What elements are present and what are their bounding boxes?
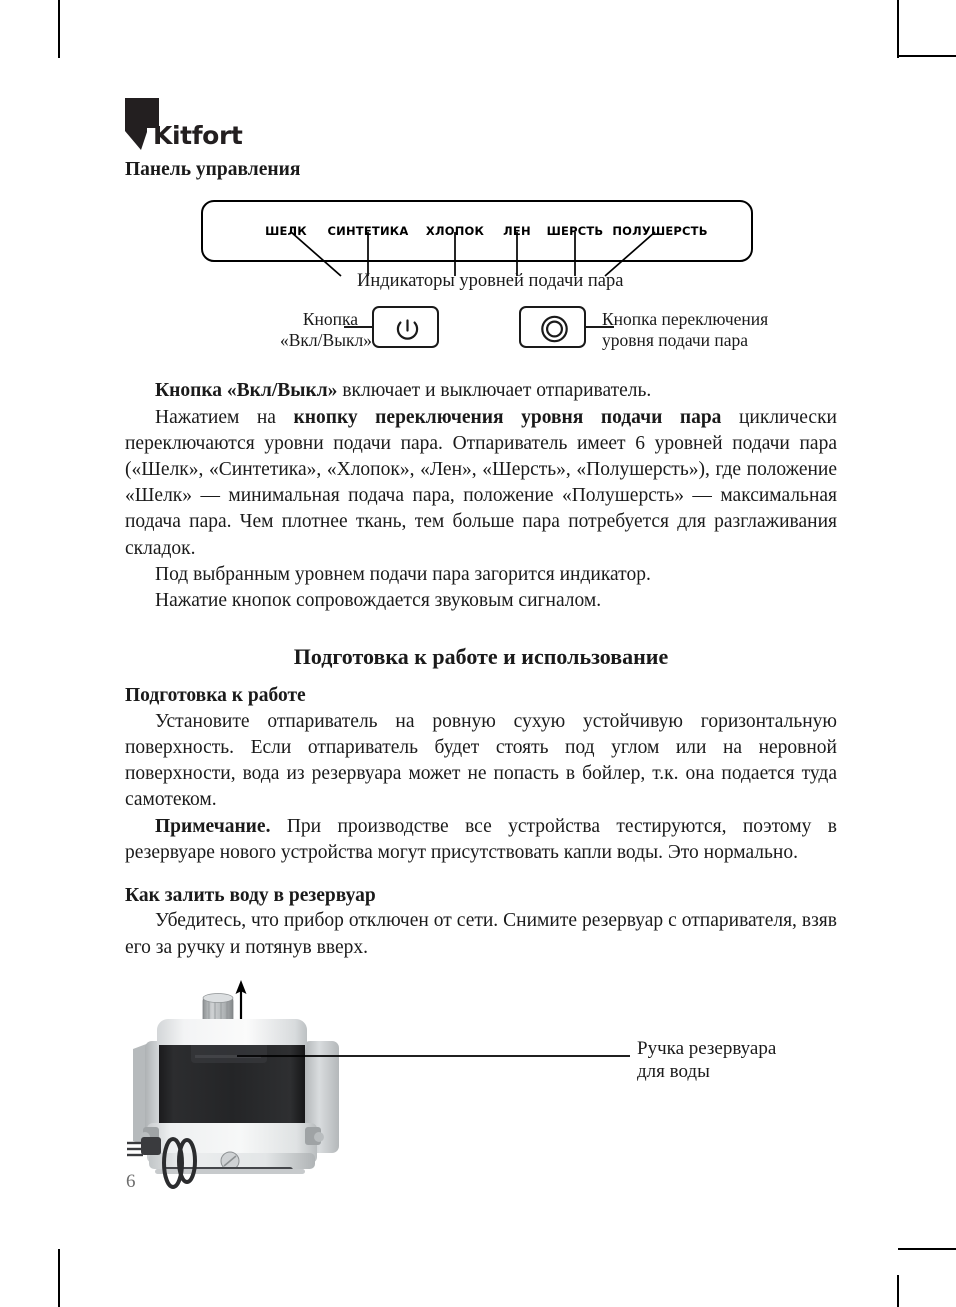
tank-handle-callout-line1: Ручка резервуара — [637, 1037, 777, 1059]
crop-mark-bottom-left — [58, 1249, 60, 1307]
spacer — [125, 670, 837, 684]
paragraph-steam-levels — [125, 405, 837, 562]
power-button-caption — [280, 309, 372, 350]
page-number: 6 — [126, 1171, 136, 1192]
power-button[interactable] — [372, 306, 439, 348]
paragraph-indicator-lights: Под выбранным уровнем подачи пара загорится индикатор. — [155, 563, 651, 585]
garment-steamer-illustration — [125, 977, 837, 1209]
leader-line-silk — [291, 232, 341, 276]
crop-mark-top-right — [897, 0, 899, 58]
control-panel-heading: Панель управления — [125, 159, 301, 180]
brand-name: Kitfort — [153, 121, 243, 150]
fill-water-heading: Как залить воду в резервуар — [125, 885, 376, 907]
paragraph-power-button-rest: включает и выключает отпариватель. — [337, 380, 652, 402]
steam-level-label-cotton: ХЛОПОК — [425, 224, 485, 239]
power-button-caption-line2: «Вкл/Выкл» — [280, 329, 372, 350]
steam-level-label-synthetic: СИНТЕТИКА — [327, 224, 409, 239]
spacer — [125, 866, 837, 884]
paragraph-steam-levels-pre: Нажатием на — [155, 406, 294, 428]
preparation-sub-heading: Подготовка к работе — [125, 685, 306, 707]
crop-mark-bottom-right — [897, 1275, 899, 1307]
brand-logo — [125, 96, 837, 158]
paragraph-beep-signal: Нажатие кнопок сопровождается звуковым сигналом. — [155, 590, 602, 612]
tank-handle-callout — [637, 1037, 776, 1083]
leader-line-half-wool — [605, 232, 655, 276]
power-icon — [374, 308, 441, 350]
crop-mark-top-left — [58, 0, 60, 58]
tank-handle-callout-line2: для воды — [637, 1061, 710, 1083]
steam-level-label-linen: ЛЕН — [503, 224, 531, 239]
paragraph-steam-levels-bold: кнопку переключения уровня подачи пара — [293, 406, 722, 428]
steam-level-button[interactable] — [519, 306, 586, 348]
paragraph-power-button-bold: Кнопка «Вкл/Выкл» — [155, 380, 338, 402]
steam-level-button-caption — [602, 309, 768, 350]
crop-mark-bottom-right-horizontal — [898, 1248, 956, 1250]
page-content — [125, 96, 837, 1209]
paragraph-note-bold: Примечание. — [155, 815, 271, 837]
power-button-caption-line1: Кнопка — [302, 309, 358, 330]
steam-level-label-half-wool: ПОЛУШЕРСТЬ — [612, 224, 708, 239]
steam-level-label-silk: ШЕЛК — [265, 224, 307, 239]
preparation-section-heading: Подготовка к работе и использование — [293, 644, 669, 670]
paragraph-note-rest: При производстве все устройства тестируются, поэтому в резервуаре нового устройства могут присутствовать капли воды. Это нормально. — [125, 815, 837, 863]
crop-mark-top-right-horizontal — [898, 55, 956, 57]
concentric-circles-icon — [521, 308, 588, 350]
steam-level-button-caption-line2: уровня подачи пара — [602, 329, 749, 350]
paragraph-power-button — [125, 378, 837, 404]
paragraph-surface-setup: Установите отпариватель на ровную сухую устойчивую горизонтальную поверхность. Если отпариватель будет стоять под углом или на неровной поверхности, вода из резервуара может не попасть в бойлер, т.к. она подается туда самотеком. — [125, 710, 837, 811]
paragraph-note — [125, 814, 837, 866]
paragraph-steam-levels-rest: циклически переключаются уровни подачи пара. Отпариватель имеет 6 уровней подачи пара («Шелк», «Синтетика», «Хлопок», «Лен», «Шерсть», «Полушерсть»), где положение «Шелк» — минимальная подача пара, положение «Полушерсть» — максимальная подача пара. Чем плотнее ткань, тем больше пара потребуется для разглаживания складок. — [125, 406, 837, 559]
spacer — [125, 614, 837, 644]
paragraph-remove-tank: Убедитесь, что прибор отключен от сети. Снимите резервуар с отпаривателя, взяв его за ручку и потянув вверх. — [125, 910, 837, 958]
control-panel-figure — [125, 196, 837, 378]
steam-level-button-caption-line1: Кнопка переключения — [602, 309, 769, 330]
indicators-caption: Индикаторы уровней подачи пара — [357, 271, 624, 292]
steam-level-label-wool: ШЕРСТЬ — [546, 224, 604, 239]
device-figure — [125, 977, 837, 1209]
